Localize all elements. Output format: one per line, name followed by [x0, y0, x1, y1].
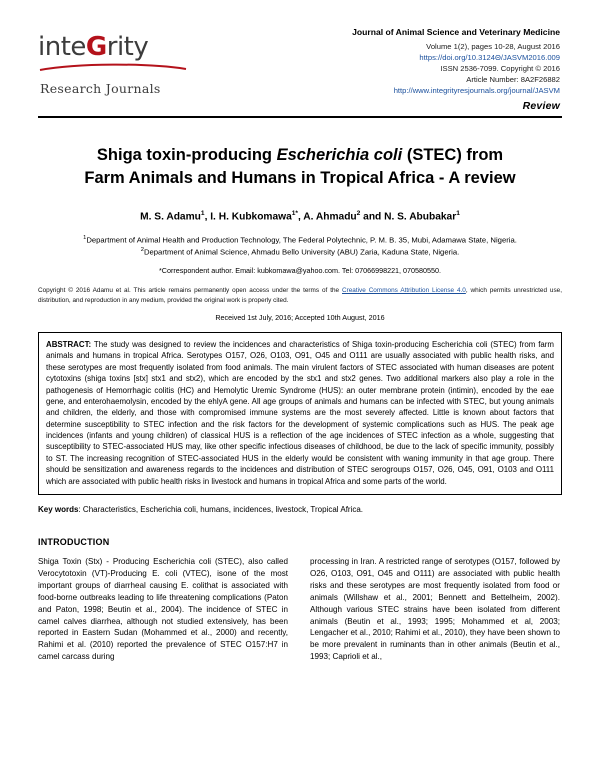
license-link[interactable]: Creative Commons Attribution License 4.0: [342, 287, 466, 295]
author-affil-marker: 1*: [291, 210, 298, 218]
publisher-logo: [38, 26, 228, 96]
masthead: [0, 0, 600, 96]
masthead-divider: [38, 116, 562, 117]
journal-doi[interactable]: [260, 52, 560, 63]
abstract-label: ABSTRACT:: [46, 340, 92, 350]
title-line1-pre: Shiga toxin-producing: [96, 145, 277, 164]
affiliations: [44, 234, 556, 257]
journal-issn: ISSN 2536-7099. Copyright © 2016: [440, 64, 560, 74]
section-heading-introduction: INTRODUCTION: [38, 537, 110, 548]
title-line2: Farm Animals and Humans in Tropical Africa - A review: [84, 168, 516, 187]
author-list: M. S. Adamu$^1$, I. H. Kubkomawa$^{1*}$, A. Ahmadu$^2$ and N. S. Abubakar$^1$: [140, 210, 460, 223]
keywords: [38, 504, 562, 515]
journal-volume: Volume 1(2), pages 10-28, August 2016: [426, 42, 560, 52]
copyright-post: , which permits unrestricted use, distribution, and reproduction in any medium, provided the original work is properly cited.: [38, 287, 562, 304]
affiliation-2: $^2$Department of Animal Science, Ahmadu Bello University (ABU) Zaria, Kaduna State, Nigeria.: [140, 246, 460, 257]
received-dates: Received 1st July, 2016; Accepted 10th August, 2016: [215, 313, 385, 323]
logo-word-accent: G: [85, 32, 107, 62]
journal-info: [260, 26, 560, 96]
body-column-left: [38, 556, 288, 663]
author-affil-marker: 1: [456, 210, 460, 218]
logo-wordmark: [38, 34, 228, 60]
keywords-label: Key words: [38, 504, 79, 514]
copyright-note: [38, 286, 562, 305]
title-line1-italic: Escherichia coli: [276, 145, 403, 164]
logo-word-pre: inte: [38, 32, 86, 62]
abstract-text: The study was designed to review the incidences and characteristics of Shiga toxin-producing Escherichia coli (STEC) from farm animals and humans in tropical Africa. Serotypes O157, O26, O103, O91, O45 and O111 are usually associated with public health risks, and these serotypes are most frequently isolated from food animals. The main virulent factors of STEC associated with human diseases are potent cytotoxins (shiga toxins [stx] stx1 and stx2), which are encoded by the stx1 and stx2 genes. Two additional markers also play a role in the pathogenesis of Hemorrhagic colitis (HC) and Hemolytic Uremic Syndrome (HUS): an outer membrane protein (intimin), encoded by the eae gene, and enterohaemolysin, encoded by the ehlyA gene. All age groups of animals and humans can be infected with STEC, but young animals and children, the elderly, and those with compromised immune systems are the most severely affected. Little is known about factors that determine susceptibility to STEC infection and the risk factors for the development of systemic complications such as HUS. The peak age incidences (infants and young children) of classical HUS is a reflection of the age incidences of STEC infection as a whole, suggesting that susceptibility to STEC-associated HUS may, like other specific infectious diseases of childhood, be due to the lack of specific immunity, possibly to ST. The increasing recognition of STEC-associated HUS in the elderly would be consistent with waning immunity in that age group. There should be sensitization and awareness regards to the incidences and distribution of STEC serogroups O157, O26, O45, O91, O103 and O111 which are associated with public health risks in livestock and humans in tropical Africa and some parts of the world.: [46, 340, 554, 486]
article-type-label: Review: [522, 100, 560, 113]
copyright-pre: Copyright © 2016 Adamu et al. This article remains permanently open access under the terms of the: [38, 287, 342, 295]
keywords-text: : Characteristics, Escherichia coli, humans, incidences, livestock, Tropical Africa.: [78, 504, 364, 514]
affil-marker-1: 1: [83, 235, 87, 242]
body-column-right: [310, 556, 560, 663]
journal-url[interactable]: [260, 85, 560, 96]
logo-subtitle: Research Journals: [40, 81, 161, 96]
journal-title: Journal of Animal Science and Veterinary Medicine: [352, 27, 560, 37]
logo-swoosh-icon: [38, 63, 188, 73]
affiliation-1: $^1$Department of Animal Health and Production Technology, The Federal Polytechnic, P. M. B. 35, Mubi, Adamawa State, Nigeria.: [83, 235, 517, 245]
body-paragraph-right: processing in Iran. A restricted range of serotypes (O157, followed by O26, O103, O91, O45 and O111) are associated with public health risks and these serotypes are most frequently isolated from food or animals (Willshaw et al., 2001; Bennett and Bettelheim, 2002). Although various STEC strains have been isolated from different animals (Beutin et al., 1993; 1995; Mohammed et al, 2003; Lengacher et al., 2010; Rahimi et al., 2010), they have been shown to be more prevalent in ruminants than in other animals (Beutin et al., 1993; Caprioli et al.,: [310, 557, 560, 662]
page-title: [52, 144, 548, 190]
logo-word-post: rity: [106, 32, 149, 62]
journal-article-number: Article Number: 8A2F26882: [466, 75, 560, 85]
doi-link[interactable]: https://doi.org/10.3124Θ/JASVM2016.009: [419, 53, 560, 63]
journal-url-link[interactable]: http://www.integrityresjournals.org/journal/JASVM: [393, 86, 560, 96]
abstract-box: [38, 332, 562, 495]
author-affil-marker: 1: [200, 210, 205, 218]
correspondence-note: *Correspondent author. Email: kubkomawa@yahoo.com. Tel: 07066998221, 070580550.: [158, 266, 442, 276]
body-paragraph-left: Shiga Toxin (Stx) - Producing Escherichia coli (STEC), also called Verocytotoxin (VT)-Producing E. coli (VTEC), isone of the most important groups of diarrheal causing E. colithat is associated with food-borne outbreaks leading to life threatening complications (Paton and Paton, 1998; Beutin et al., 2004). The incidence of STEC in camel calves diarrhea, although not studied extensively, has been reported in Eastern Sudan (Mohammed et al., 2000) and recently, Rahimi et al. (2010) reported the prevalence of STEC O157:H7 in camel carcass during: [38, 557, 288, 662]
title-line1-post: (STEC) from: [402, 145, 504, 164]
affil-marker-2: 2: [140, 246, 144, 253]
author-affil-marker: 2: [356, 210, 361, 218]
body-columns: [38, 556, 562, 663]
